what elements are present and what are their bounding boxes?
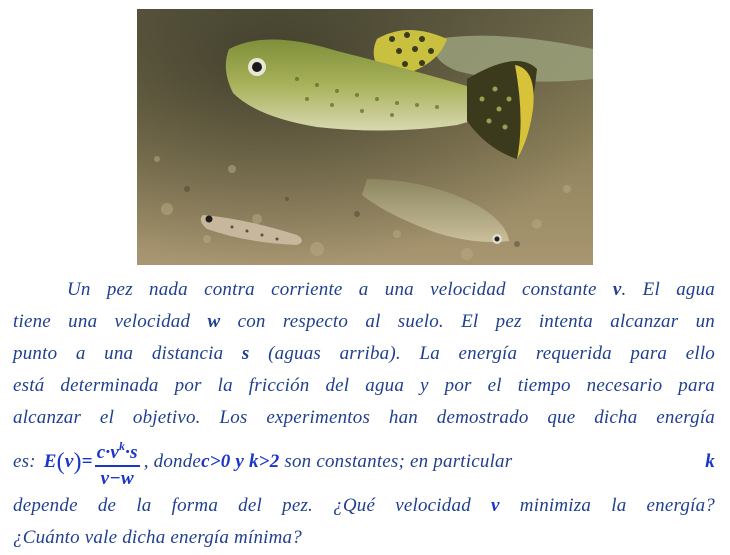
condition-k: k>2 [248, 451, 280, 472]
paragraph-line-2 [13, 306, 715, 338]
var-k: k [705, 451, 715, 472]
line7-text-a: depende de la forma del pez. ¿Qué velocidad [13, 495, 492, 516]
var-v: v [612, 279, 622, 300]
paragraph-line-7 [13, 490, 715, 522]
formula-numerator: $c\cdot v^k\cdot s$ [95, 435, 140, 467]
condition-and: y [230, 451, 249, 472]
formula-denominator: v−w [100, 467, 134, 489]
line6-text-a: es: [13, 451, 36, 472]
line2-text-a: tiene una velocidad [13, 311, 208, 332]
line6-text-b: , donde [143, 451, 202, 472]
paragraph-line-8: ¿Cuánto vale dicha energía mínima? [13, 527, 302, 548]
paragraph-line-1 [13, 274, 715, 306]
paragraph-line-4: está determinada por la fricción del agua y por el tiempo necesario para [13, 375, 715, 396]
formula-lhs: E [43, 451, 57, 472]
line1-text-a: Un pez nada contra corriente a una velocidad constante [67, 279, 613, 300]
energy-formula: E ( v ) = $\frac{c\cdot v^k\cdot s}{v-w}$ [44, 435, 140, 490]
formula-line [13, 434, 715, 490]
line3-text-a: punto a una distancia [13, 343, 242, 364]
formula-fraction [95, 435, 140, 490]
var-v-question: v [491, 495, 500, 516]
line1-text-b: . El agua [621, 279, 715, 300]
formula-arg: v [64, 451, 74, 472]
paragraph-line-3 [13, 338, 715, 370]
line3-text-b: (aguas arriba). La energía requerida para ello [249, 343, 716, 364]
fish-photo [137, 9, 593, 265]
line2-text-b: con respecto al suelo. El pez intenta alcanzar un [220, 311, 715, 332]
line7-text-b: minimiza la energía? [499, 495, 715, 516]
condition-c: c>0 [201, 451, 231, 472]
var-s: s [241, 343, 250, 364]
var-w: w [207, 311, 221, 332]
paragraph-line-5: alcanzar el objetivo. Los experimentos han demostrado que dicha energía [13, 407, 715, 428]
line6-text-c: son constantes; en particular [279, 451, 518, 472]
problem-statement [13, 274, 715, 554]
